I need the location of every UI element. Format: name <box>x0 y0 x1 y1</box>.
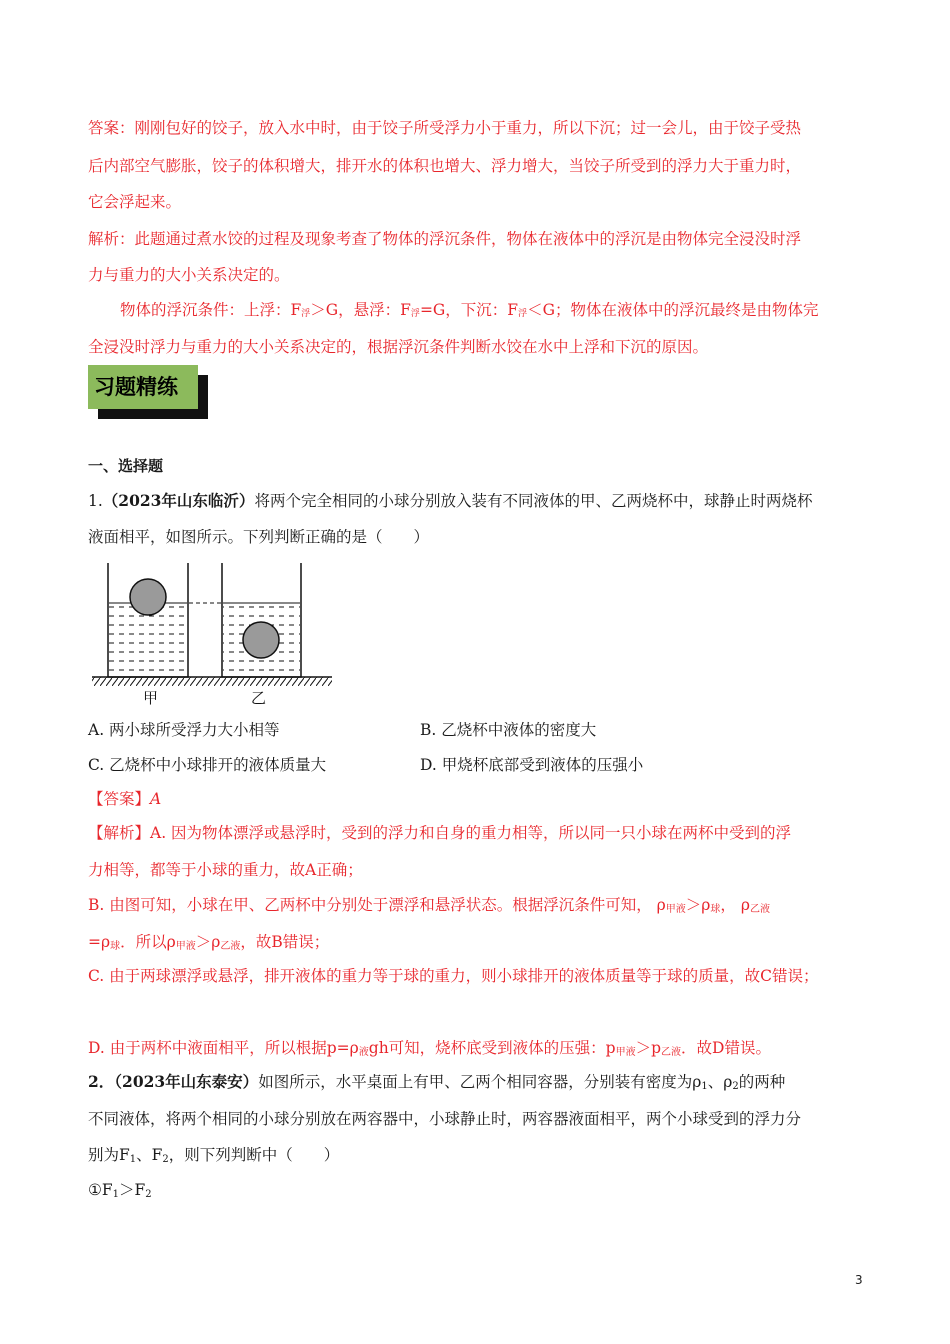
label-jia: 甲 <box>143 689 159 707</box>
q1-analysis-a1: 【解析】A. 因为物体漂浮或悬浮时，受到的浮力和自身的重力相等，所以同一只小球在两杯中受到的浮 <box>88 824 792 842</box>
answer-line-1: 答案：刚刚包好的饺子，放入水中时，由于饺子所受浮力小于重力，所以下沉；过一会儿，由于饺子受热 <box>88 119 802 137</box>
ball-right <box>243 622 279 658</box>
q1-analysis-c1: C. 由于两球漂浮或悬浮，排开液体的重力等于球的重力，则小球排开的液体质量等于球的质量，故C错误； <box>88 967 819 985</box>
analysis-line-1: 解析：此题通过煮水饺的过程及现象考查了物体的浮沉条件，物体在液体中的浮沉是由物体完全浸没时浮 <box>88 230 802 248</box>
answer-line-3: 它会浮起来。 <box>88 193 182 211</box>
float-condition-line: 物体的浮沉条件：上浮：F浮＞G，悬浮：F浮=G，下沉：F浮＜G；物体在液体中的浮沉最终是由物体完 <box>120 301 819 319</box>
answer-line-2: 后内部空气膨胀，饺子的体积增大，排开水的体积也增大、浮力增大，当饺子所受到的浮力大于重力时， <box>88 157 802 175</box>
section-heading-box <box>88 365 198 409</box>
q1-option-c: C. 乙烧杯中小球排开的液体质量大 <box>88 756 327 774</box>
float-condition-line-2: 全浸没时浮力与重力的大小关系决定的，根据浮沉条件判断水饺在水中上浮和下沉的原因。 <box>88 338 709 356</box>
q2-text-line-1: 2．（2023年山东泰安）如图所示，水平桌面上有甲、乙两个相同容器，分别装有密度为$\rho_1$、$\rho_2$的两种 <box>88 1072 786 1092</box>
label-yi: 乙 <box>251 689 267 707</box>
q1-text-line-2: 液面相平，如图所示。下列判断正确的是（ ） <box>88 528 430 546</box>
ball-left <box>130 579 166 615</box>
q2-item-1: $①F_1>F_2$ <box>88 1181 152 1200</box>
q1-option-b: B. 乙烧杯中液体的密度大 <box>420 721 597 739</box>
section-heading: 习题精练 <box>94 375 178 399</box>
q1-analysis-d1: D. 由于两杯中液面相平，所以根据$p=\rho_液gh$可知，烧杯底受到液体的压强：$p_{甲液}>p_{乙液}$．故D错误。 <box>88 1039 771 1058</box>
q2-text-line-2: 不同液体，将两个相同的小球分别放在两容器中，小球静止时，两容器液面相平，两个小球受到的浮力分 <box>88 1110 802 1128</box>
part-title: 一、选择题 <box>88 457 164 475</box>
q1-figure <box>88 558 348 708</box>
q1-analysis-b1: B. 由图可知，小球在甲、乙两杯中分别处于漂浮和悬浮状态。根据浮沉条件可知， $\rho_{甲液}>\rho_球$， $\rho_{乙液}$ <box>88 896 770 915</box>
q1-option-d: D. 甲烧杯底部受到液体的压强小 <box>420 756 644 774</box>
analysis-line-2: 力与重力的大小关系决定的。 <box>88 266 290 284</box>
q1-analysis-a2: 力相等，都等于小球的重力，故A正确； <box>88 861 363 879</box>
page-number: 3 <box>855 1273 863 1287</box>
q2-text-line-3: 别为$F_1$、$F_2$，则下列判断中（ ） <box>88 1146 340 1165</box>
q1-option-a: A. 两小球所受浮力大小相等 <box>88 721 280 739</box>
q1-analysis-b2: $=\rho_球$．所以$\rho_{甲液}>\rho_{乙液}$，故B错误； <box>88 933 330 952</box>
ground-hatch <box>92 677 332 686</box>
q1-text-line-1: 1.（2023年山东临沂）将两个完全相同的小球分别放入装有不同液体的甲、乙两烧杯中，球静止时两烧杯 <box>88 491 813 510</box>
q1-answer: 【答案】A <box>88 790 162 808</box>
